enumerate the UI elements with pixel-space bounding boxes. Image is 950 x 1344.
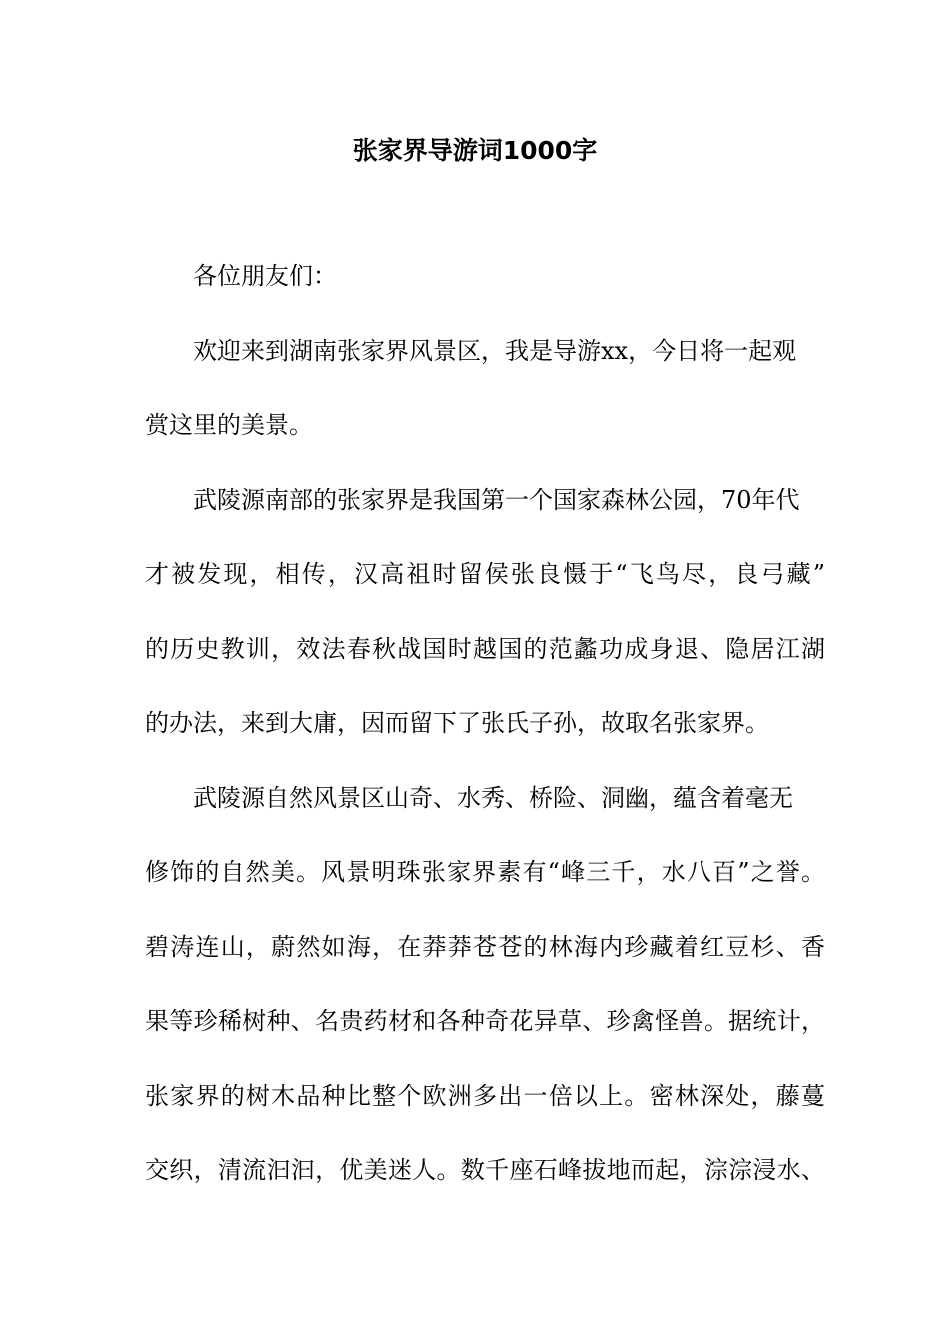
paragraph-line: 修饰的自然美。风景明珠张家界素有“峰三千，水八百”之誉。 (145, 858, 825, 886)
paragraph-line: 的历史教训，效法春秋战国时越国的范蠡功成身退、隐居江湖 (145, 635, 825, 663)
paragraph-line: 武陵源南部的张家界是我国第一个国家森林公园，70年代 (193, 486, 800, 514)
paragraph-line: 武陵源自然风景区山奇、水秀、桥险、洞幽，蕴含着毫无 (193, 784, 793, 812)
paragraph-line: 的办法，来到大庸，因而留下了张氏子孙，故取名张家界。 (145, 709, 769, 737)
paragraph-line: 赏这里的美景。 (145, 411, 313, 439)
paragraph-line: 欢迎来到湖南张家界风景区，我是导游xx，今日将一起观 (193, 337, 797, 365)
document-title: 张家界导游词1000字 (352, 136, 598, 165)
paragraph-line: 张家界的树木品种比整个欧洲多出一倍以上。密林深处，藤蔓 (145, 1082, 825, 1110)
paragraph-line: 交织，清流汩汩，优美迷人。数千座石峰拔地而起，淙淙浸水、 (145, 1156, 825, 1184)
paragraph-line: 碧涛连山，蔚然如海，在莽莽苍苍的林海内珍藏着红豆杉、香 (145, 933, 825, 961)
paragraph-greeting: 各位朋友们： (193, 262, 337, 290)
paragraph-line: 才被发现，相传，汉高祖时留侯张良慑于“飞鸟尽，良弓藏” (145, 560, 825, 588)
paragraph-line: 果等珍稀树种、名贵药材和各种奇花异草、珍禽怪兽。据统计， (145, 1007, 825, 1035)
